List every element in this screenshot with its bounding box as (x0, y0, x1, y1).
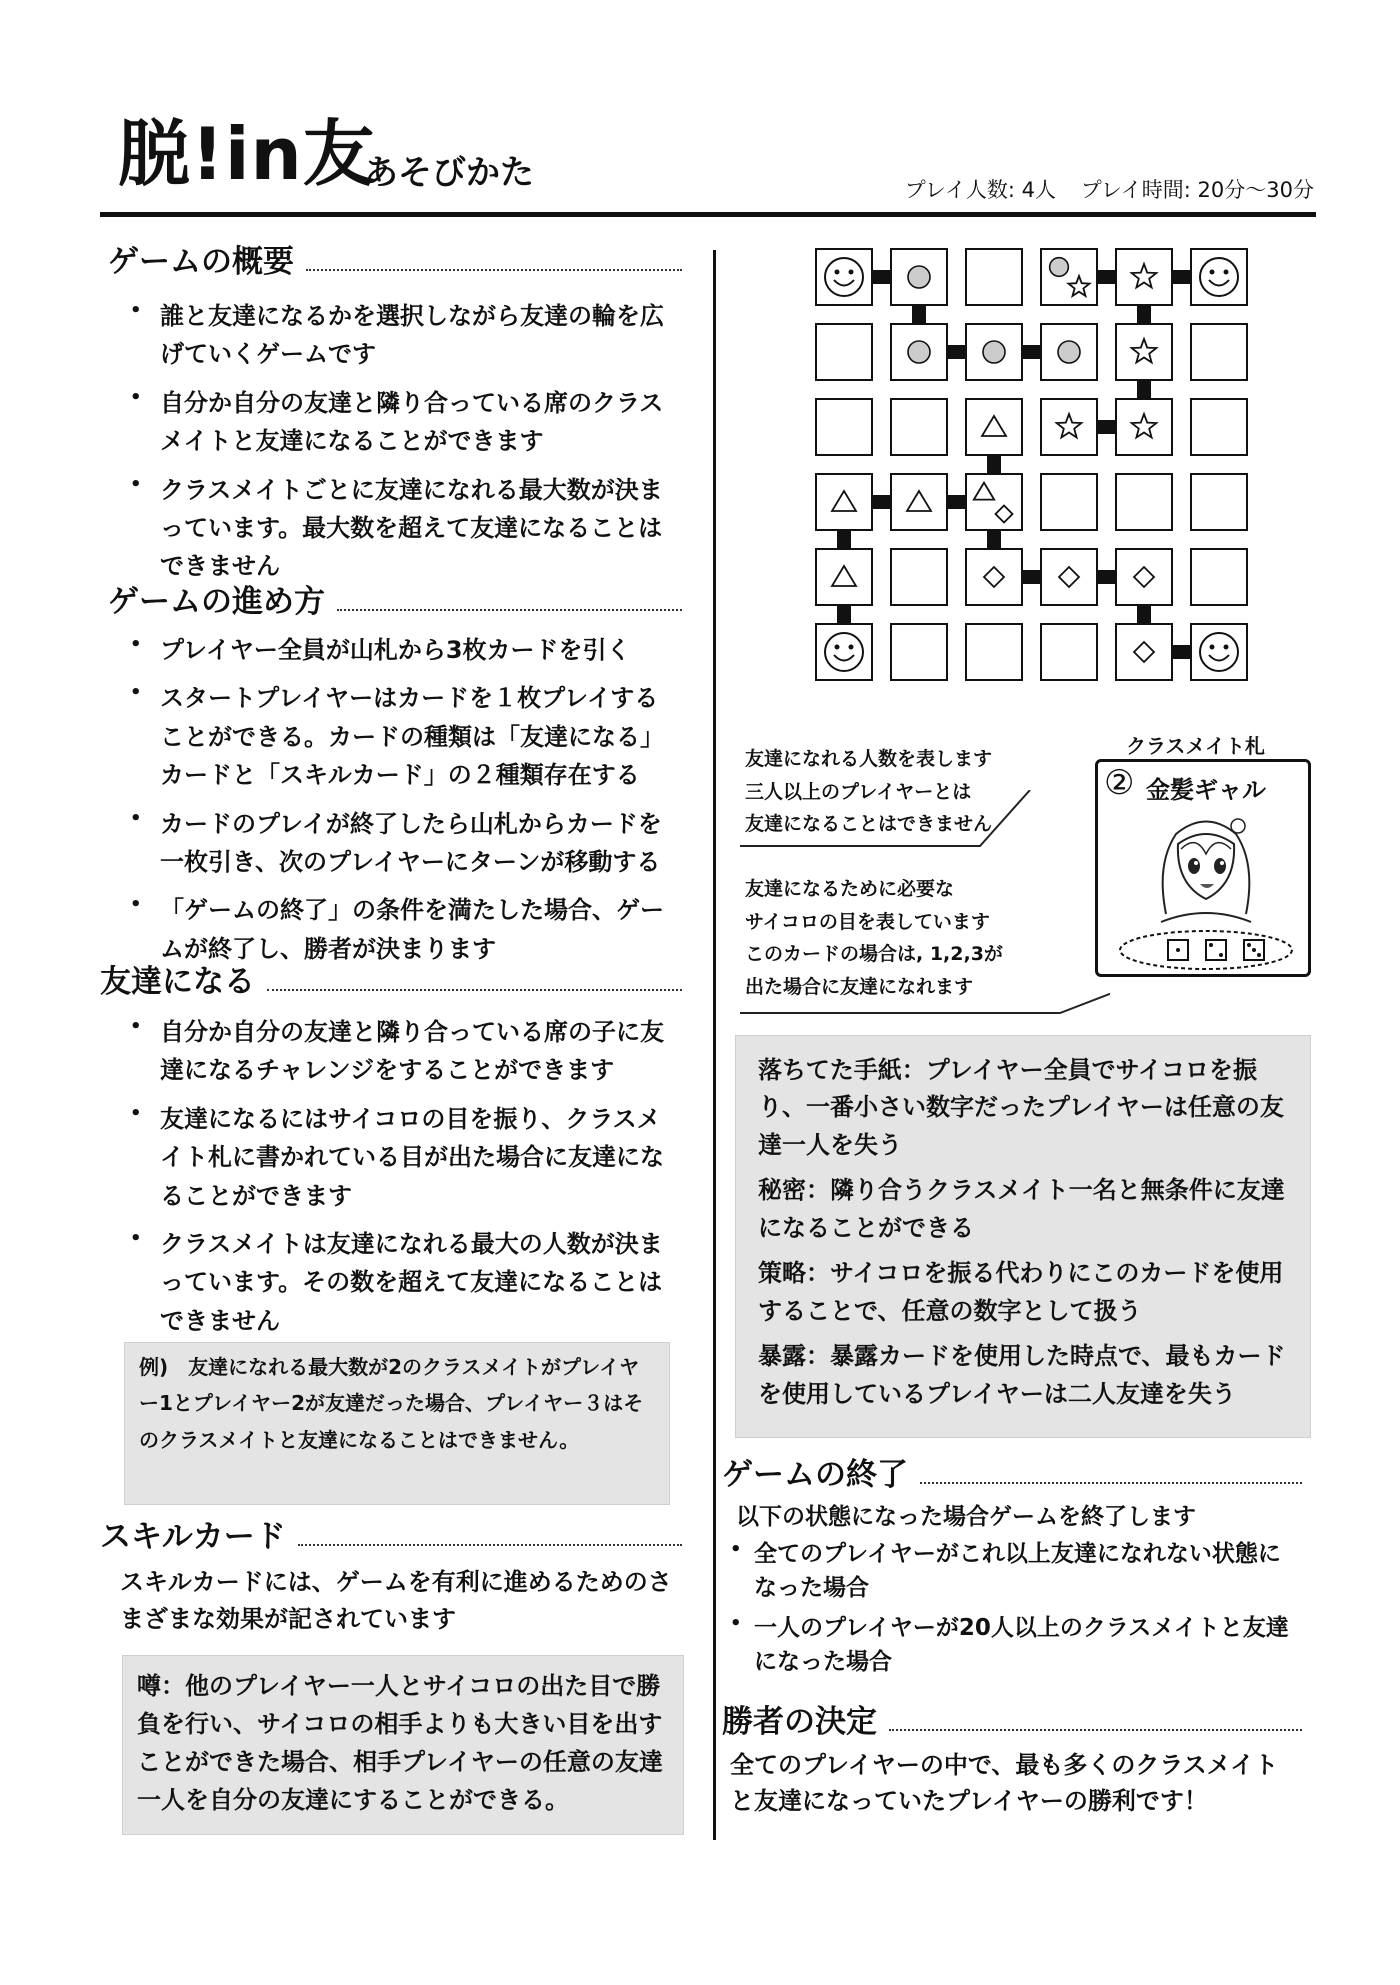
card-label: クラスメイト札 (1126, 734, 1265, 758)
overview-section (108, 245, 682, 596)
seat-cell (1191, 324, 1247, 380)
seat-cell (816, 249, 872, 305)
list-item: • 全てのプレイヤーがこれ以上友達になれない状態になった場合 (726, 1537, 1302, 1605)
progress-section (108, 585, 682, 978)
seat-link (837, 606, 851, 623)
skill-secret: 秘密：隣り合うクラスメイト一名と無条件に友達になることができる (758, 1176, 1285, 1242)
seat-cell (1041, 474, 1097, 530)
seat-cell (1116, 549, 1172, 605)
seat-cell (891, 249, 947, 305)
seat-cell (1116, 399, 1172, 455)
girl-illustration-icon (1136, 804, 1276, 924)
max-number-badge: ② (1104, 763, 1135, 803)
seat-cell (1041, 624, 1097, 680)
end-heading: ゲームの終了 (722, 1458, 1302, 1492)
list-item: • カードのプレイが終了したら山札からカードを一枚引き、次のプレイヤーにターンが移動する (108, 805, 682, 882)
end-intro: 以下の状態になった場合ゲームを終了します (736, 1504, 1196, 1531)
seat-cell (1191, 249, 1247, 305)
progress-list (108, 631, 682, 968)
seat-cell (891, 549, 947, 605)
skill-intro: スキルカードには、ゲームを有利に進めるためのさまざまな効果が記されています (120, 1568, 672, 1634)
seat-link (948, 345, 965, 359)
seat-cell (1191, 549, 1247, 605)
seat-link (987, 531, 1001, 548)
seat-link (1023, 345, 1040, 359)
seating-board (815, 248, 1255, 698)
skill-expose: 暴露：暴露カードを使用した時点で、最もカードを使用しているプレイヤーは二人友達を失う (758, 1342, 1286, 1408)
seat-link (1137, 381, 1151, 398)
seat-link (873, 495, 890, 509)
seat-link (1137, 606, 1151, 623)
seat-cell (891, 324, 947, 380)
card-name: 金髪ギャル (1146, 776, 1266, 804)
list-item: • 自分か自分の友達と隣り合っている席の子に友達になるチャレンジをすることができます (108, 1013, 682, 1090)
seat-cell (816, 324, 872, 380)
progress-heading: ゲームの進め方 (108, 585, 682, 619)
list-item: • 「ゲームの終了」の条件を満たした場合、ゲームが終了し、勝者が決まります (108, 891, 682, 968)
list-item: • 誰と友達になるかを選択しながら友達の輪を広げていくゲームです (108, 297, 682, 374)
seat-cell (1191, 474, 1247, 530)
overview-heading: ゲームの概要 (108, 245, 682, 279)
callout-lines (740, 790, 1110, 1020)
end-list (722, 1537, 1302, 1679)
friend-section (100, 965, 682, 1350)
seat-cell (966, 324, 1022, 380)
seat-cell (1041, 549, 1097, 605)
list-item: • 友達になるにはサイコロの目を振り、クラスメイト札に書かれている目が出た場合に友達になることができます (108, 1100, 682, 1215)
play-time: プレイ時間: 20分〜30分 (1080, 178, 1314, 202)
seat-cell (966, 249, 1022, 305)
die-icon (1244, 940, 1264, 960)
die-icon (1206, 940, 1226, 960)
friend-list (100, 1013, 682, 1340)
seat-cell (1191, 624, 1247, 680)
page-title: 脱!in友 (118, 112, 376, 196)
seat-cell (816, 474, 872, 530)
seat-link (948, 495, 965, 509)
seat-link (873, 270, 890, 284)
seat-cell (1116, 324, 1172, 380)
seat-link (1098, 270, 1115, 284)
seat-cell (966, 399, 1022, 455)
list-item: • クラスメイトごとに友達になれる最大数が決まっています。最大数を超えて友達になることはできません (108, 471, 682, 586)
dice-requirement (1118, 928, 1298, 972)
example-box: 例) 友達になれる最大数が2のクラスメイトがプレイヤー1とプレイヤー2が友達だった場合、プレイヤー３はそのクラスメイトと友達になることはできません。 (124, 1342, 670, 1505)
header-rule (100, 212, 1316, 217)
list-item: • クラスメイトは友達になれる最大の人数が決まっています。その数を超えて友達になることはできません (108, 1225, 682, 1340)
seat-cell (816, 549, 872, 605)
seat-cell (1041, 249, 1097, 305)
skill-letter: 落ちてた手紙：プレイヤー全員でサイコロを振り、一番小さい数字だったプレイヤーは任意の友達一人を失う (758, 1056, 1284, 1159)
skill-cards-box (735, 1035, 1311, 1438)
seat-cell (1116, 474, 1172, 530)
seat-cell (1116, 624, 1172, 680)
winner-section (722, 1705, 1302, 1819)
end-section (722, 1458, 1302, 1685)
seat-link (1173, 645, 1190, 659)
seat-cell (891, 624, 947, 680)
seat-link (1023, 570, 1040, 584)
seat-cell (966, 474, 1022, 530)
play-info (887, 180, 1314, 201)
winner-heading: 勝者の決定 (722, 1705, 1302, 1739)
seat-link (1173, 270, 1190, 284)
skill-heading: スキルカード (100, 1520, 682, 1554)
seat-link (1098, 420, 1115, 434)
list-item: • 自分か自分の友達と隣り合っている席のクラスメイトと友達になることができます (108, 384, 682, 461)
seat-link (1137, 306, 1151, 323)
overview-list (108, 297, 682, 586)
skill-strategy: 策略：サイコロを振る代わりにこのカードを使用することで、任意の数字として扱う (758, 1259, 1284, 1325)
friend-heading: 友達になる (100, 965, 682, 999)
column-divider (713, 250, 716, 1840)
seat-cell (966, 624, 1022, 680)
skill-section (100, 1520, 682, 1638)
dice-note: 友達になるために必要な サイコロの目を表しています このカードの場合は, 1,2,3が 出た場合に友達になれます (745, 878, 1003, 999)
seat-cell (816, 624, 872, 680)
list-item: • プレイヤー全員が山札から3枚カードを引く (108, 631, 682, 669)
seat-cell (966, 549, 1022, 605)
seat-link (987, 456, 1001, 473)
seat-cell (891, 474, 947, 530)
rumor-text: ：他のプレイヤー一人とサイコロの出た目で勝負を行い、サイコロの相手よりも大きい目を出すことができた場合、相手プレイヤーの任意の友達一人を自分の友達にすることができる。 (137, 1672, 663, 1814)
seat-cell (1116, 249, 1172, 305)
list-item: • 一人のプレイヤーが20人以上のクラスメイトと友達になった場合 (726, 1611, 1302, 1679)
player-count: プレイ人数: 4人 (904, 178, 1056, 202)
page-subtitle: あそびかた (364, 153, 534, 193)
list-item: • スタートプレイヤーはカードを１枚プレイすることができる。カードの種類は「友達になる」カードと「スキルカード」の２種類存在する (108, 679, 682, 794)
die-icon (1168, 940, 1188, 960)
rumor-box (122, 1655, 684, 1835)
seat-cell (816, 399, 872, 455)
seat-link (837, 531, 851, 548)
seat-cell (1191, 399, 1247, 455)
seat-cell (891, 399, 947, 455)
seat-cell (1041, 324, 1097, 380)
rumor-term: 噂 (137, 1672, 161, 1700)
max-number-note: 友達になれる人数を表します 三人以上のプレイヤーとは 友達になることはできません (745, 748, 993, 836)
classmate-card (1095, 759, 1311, 977)
seat-link (912, 306, 926, 323)
seat-cell (1041, 399, 1097, 455)
seat-link (1098, 570, 1115, 584)
winner-text: 全てのプレイヤーの中で、最も多くのクラスメイトと友達になっていたプレイヤーの勝利です！ (730, 1751, 1279, 1816)
